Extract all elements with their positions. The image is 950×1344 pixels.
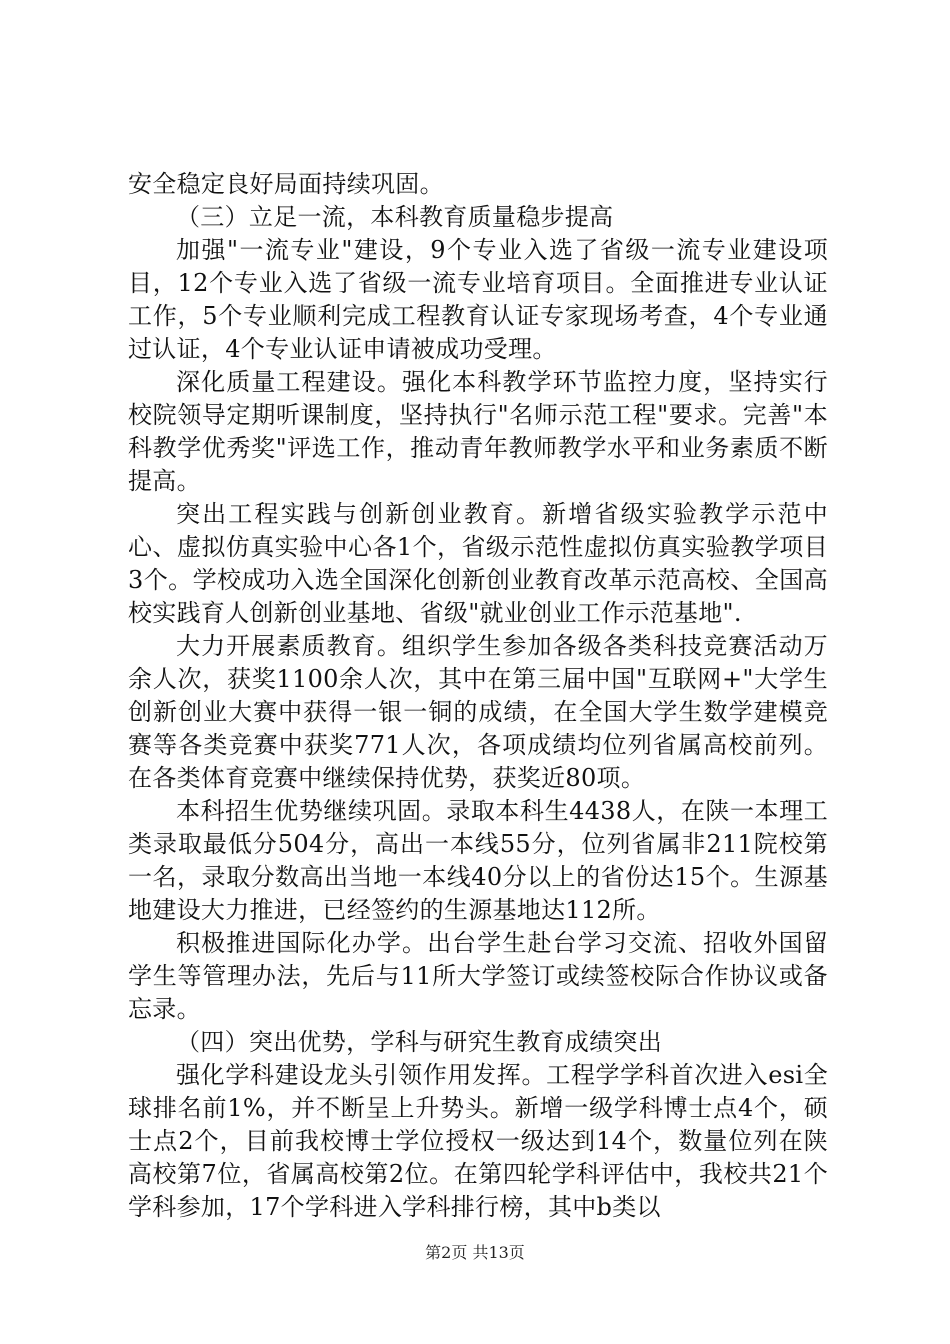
paragraph-quality-project: 深化质量工程建设。强化本科教学环节监控力度，坚持实行校院领导定期听课制度，坚持执行"名师示范工程"要求。完善"本科教学优秀奖"评选工作，推动青年教师教学水平和业务素质不断提高。: [128, 368, 828, 495]
paragraph-continuation: 安全稳定良好局面持续巩固。: [128, 170, 444, 198]
section-heading-4: （四）突出优势，学科与研究生教育成绩突出: [176, 1028, 662, 1056]
paragraph-undergraduate-admission: 本科招生优势继续巩固。录取本科生4438人，在陕一本理工类录取最低分504分，高出一本线55分，位列省属非211院校第一名，录取分数高出当地一本线40分以上的省份达15个。生源基地建设大力推进，已经签约的生源基地达112所。: [128, 797, 828, 924]
page-number-label: 第2页 共13页: [425, 1243, 525, 1262]
paragraph-discipline-construction: 强化学科建设龙头引领作用发挥。工程学学科首次进入esi全球排名前1%，并不断呈上升势头。新增一级学科博士点4个，硕士点2个，目前我校博士学位授权一级达到14个，数量位列在陕高校第7位，省属高校第2位。在第四轮学科评估中，我校共21个学科参加，17个学科进入学科排行榜，其中b类以: [128, 1061, 828, 1221]
paragraph-engineering-practice: 突出工程实践与创新创业教育。新增省级实验教学示范中心、虚拟仿真实验中心各1个，省级示范性虚拟仿真实验教学项目3个。学校成功入选全国深化创新创业教育改革示范高校、全国高校实践育人创新创业基地、省级"就业创业工作示范基地".: [128, 500, 828, 627]
paragraph-first-class-majors: 加强"一流专业"建设，9个专业入选了省级一流专业建设项目，12个专业入选了省级一流专业培育项目。全面推进专业认证工作，5个专业顺利完成工程教育认证专家现场考查，4个专业通过认证，4个专业认证申请被成功受理。: [128, 236, 828, 363]
section-heading-3: （三）立足一流，本科教育质量稳步提高: [176, 203, 614, 231]
paragraph-quality-education: 大力开展素质教育。组织学生参加各级各类科技竞赛活动万余人次，获奖1100余人次，其中在第三届中国"互联网+"大学生创新创业大赛中获得一银一铜的成绩，在全国大学生数学建模竞赛等各类竞赛中获奖771人次，各项成绩均位列省属高校前列。在各类体育竞赛中继续保持优势，获奖近80项。: [128, 632, 828, 792]
paragraph-internationalization: 积极推进国际化办学。出台学生赴台学习交流、招收外国留学生等管理办法，先后与11所大学签订或续签校际合作协议或备忘录。: [128, 929, 828, 1023]
page-footer: [0, 1240, 950, 1263]
document-body: [128, 168, 828, 1224]
